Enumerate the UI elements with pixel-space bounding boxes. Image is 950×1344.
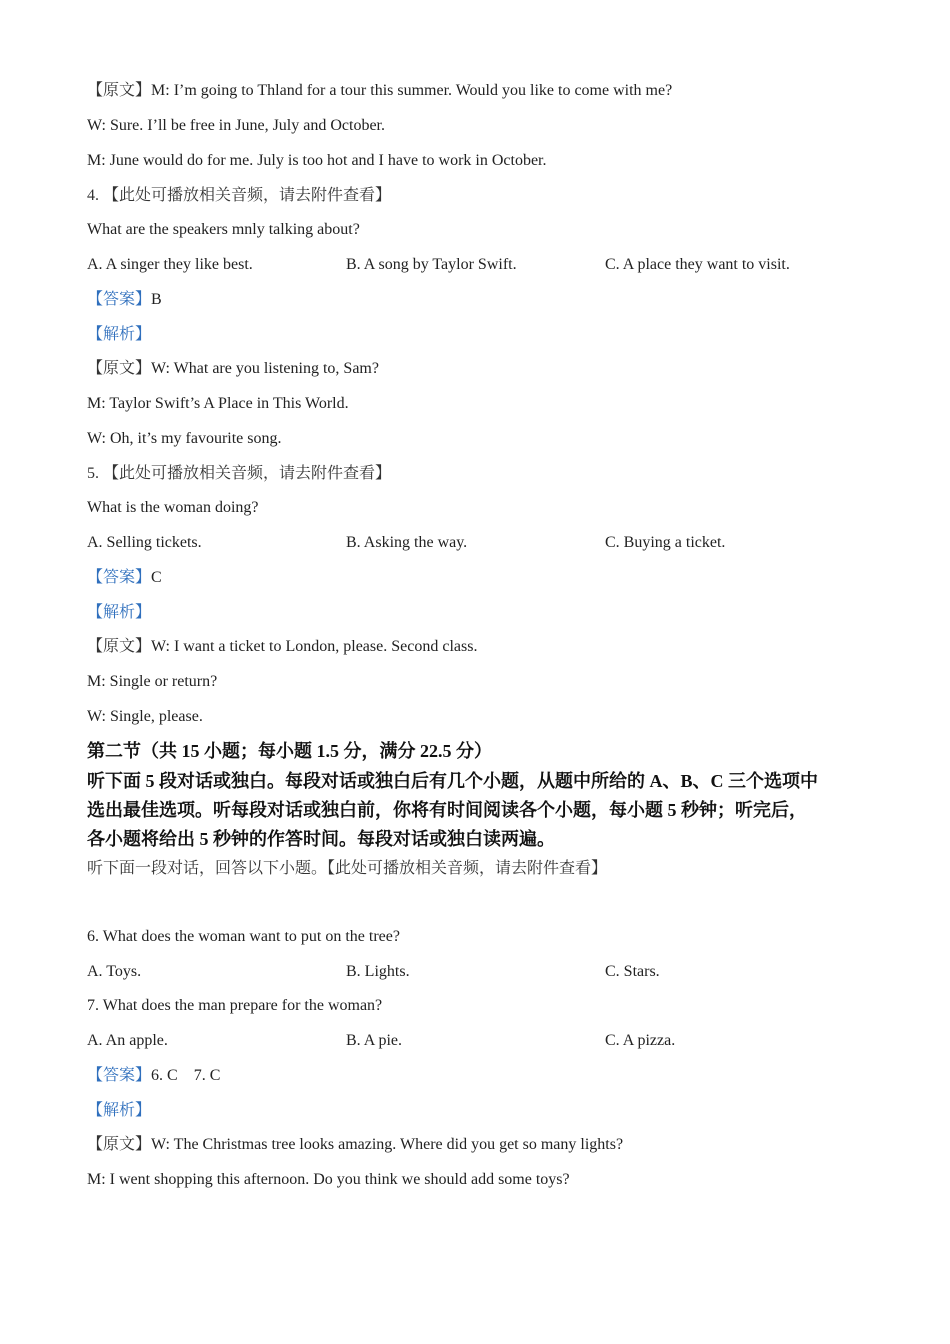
q67-transcript-line-2: M: I went shopping this afternoon. Do you think we should add some toys? [87,1171,570,1188]
q4-transcript-line-3: W: Oh, it’s my favourite song. [87,430,282,447]
original-text-label: 【原文】 [87,82,152,99]
q3-transcript-line-2: W: Sure. I’ll be free in June, July and October. [87,117,385,134]
q3-transcript-line-3: M: June would do for me. July is too hot and I have to work in October. [87,152,547,169]
q4-transcript-line-1: 【原文】W: What are you listening to, Sam? [87,360,379,377]
section2-instructions-line-3: 各小题将给出 5 秒钟的作答时间。每段对话或独白读两遍。 [87,829,555,849]
q6-question: 6. What does the woman want to put on the tree? [87,928,400,945]
q4-analysis-label: 【解析】 [87,326,152,343]
q67-analysis-label: 【解析】 [87,1102,152,1119]
q5-transcript-line-3: W: Single, please. [87,708,203,725]
q5-header: 5. 【此处可播放相关音频，请去附件查看】 [87,465,392,482]
q7-option-b: B. A pie. [346,1032,403,1049]
q4-option-a: A. A singer they like best. [87,256,253,273]
original-text-label: 【原文】 [87,360,152,377]
q67-transcript-line-1: 【原文】W: The Christmas tree looks amazing. Where did you get so many lights? [87,1136,624,1153]
answer-label: 【答案】 [87,291,152,308]
q5-question: What is the woman doing? [87,499,259,516]
q4-option-c: C. A place they want to visit. [605,256,790,273]
q4-option-b: B. A song by Taylor Swift. [346,256,517,273]
answer-label: 【答案】 [87,1067,152,1084]
q6-option-c: C. Stars. [605,963,660,980]
q4-answer: 【答案】B [87,291,162,308]
section2-instructions-line-2: 选出最佳选项。听每段对话或独白前，你将有时间阅读各个小题，每小题 5 秒钟；听完后， [87,800,807,820]
original-text-label: 【原文】 [87,638,152,655]
q67-answer: 【答案】6. C 7. C [87,1067,221,1084]
answer-label: 【答案】 [87,569,152,586]
q5-analysis-label: 【解析】 [87,604,152,621]
q5-option-a: A. Selling tickets. [87,534,202,551]
q5-answer: 【答案】C [87,569,162,586]
q3-transcript-line-1: 【原文】M: I’m going to Thland for a tour this summer. Would you like to come with me? [87,82,673,99]
q4-question: What are the speakers mnly talking about? [87,221,360,238]
section2-prompt: 听下面一段对话，回答以下小题。【此处可播放相关音频，请去附件查看】 [87,860,608,877]
q5-option-c: C. Buying a ticket. [605,534,726,551]
q5-transcript-line-2: M: Single or return? [87,673,218,690]
q5-option-b: B. Asking the way. [346,534,468,551]
original-text-label: 【原文】 [87,1136,152,1153]
q4-transcript-line-2: M: Taylor Swift’s A Place in This World. [87,395,349,412]
q7-question: 7. What does the man prepare for the woman? [87,997,383,1014]
q7-option-c: C. A pizza. [605,1032,676,1049]
q6-option-a: A. Toys. [87,963,142,980]
q5-transcript-line-1: 【原文】W: I want a ticket to London, please. Second class. [87,638,478,655]
section2-instructions-line-1: 听下面 5 段对话或独白。每段对话或独白后有几个小题，从题中所给的 A、B、C 三个选项中 [87,771,818,791]
q4-header: 4. 【此处可播放相关音频，请去附件查看】 [87,187,392,204]
section2-title: 第二节（共 15 小题；每小题 1.5 分，满分 22.5 分） [87,741,492,761]
q7-option-a: A. An apple. [87,1032,168,1049]
q6-option-b: B. Lights. [346,963,410,980]
